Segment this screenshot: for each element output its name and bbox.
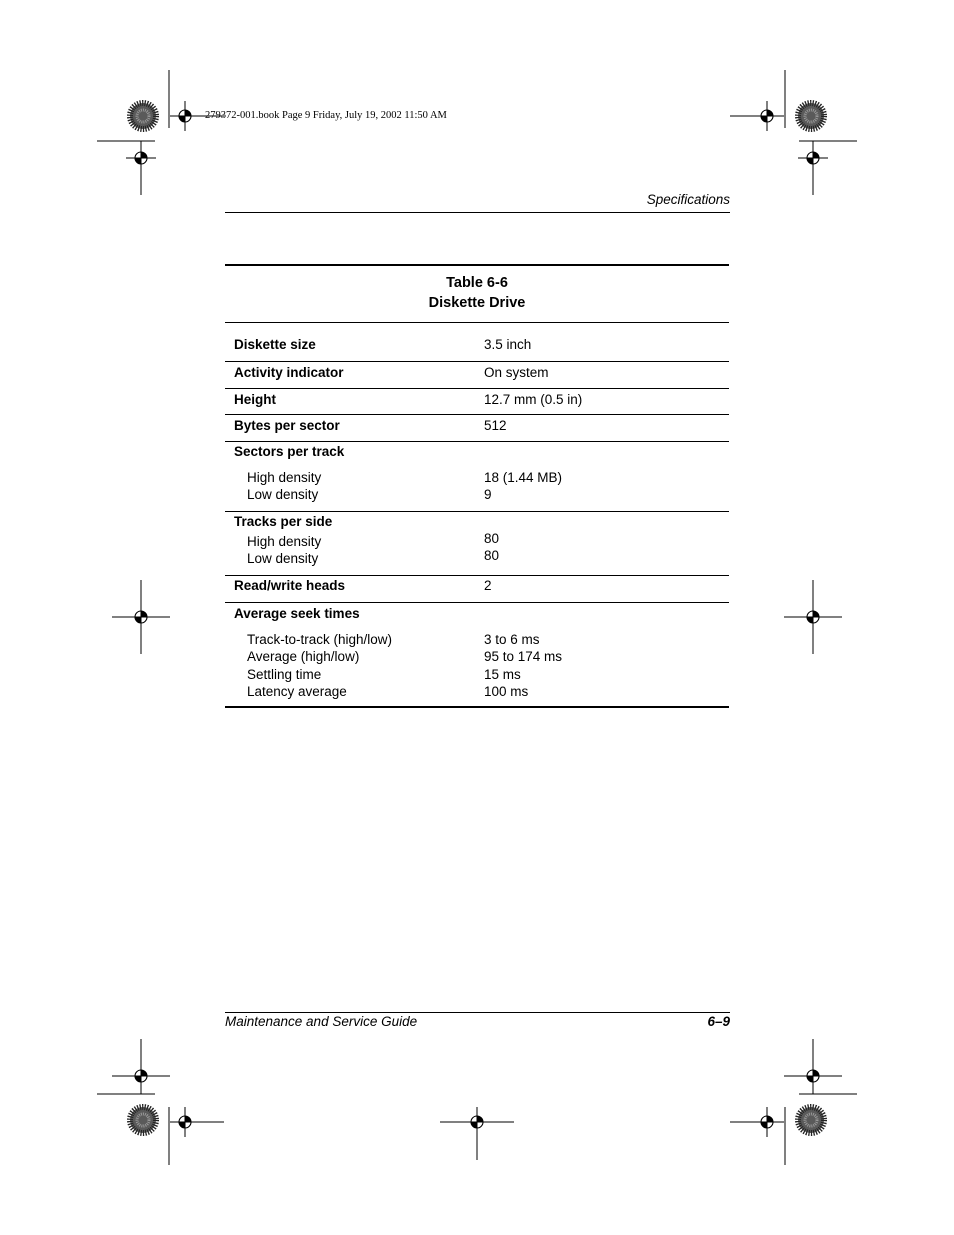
starburst-icon xyxy=(130,1107,156,1133)
sublabel: Track-to-track (high/low) xyxy=(247,632,393,647)
row-label: Average seek times xyxy=(234,606,360,621)
row-label: Tracks per side xyxy=(234,514,333,529)
row-label: Bytes per sector xyxy=(234,418,340,433)
footer-rule xyxy=(225,1012,730,1013)
row-label: Diskette size xyxy=(234,337,316,352)
row-values xyxy=(484,530,499,564)
subvalue: 95 to 174 ms xyxy=(484,649,563,665)
subvalue: 15 ms xyxy=(484,666,521,682)
row-values xyxy=(484,631,562,700)
table-number: Table 6-6 xyxy=(446,275,508,291)
row-label: Activity indicator xyxy=(234,365,344,380)
starburst-icon xyxy=(130,103,156,129)
subvalue: 100 ms xyxy=(484,683,529,699)
row-value: 512 xyxy=(484,418,507,433)
row-value: 12.7 mm (0.5 in) xyxy=(484,392,583,407)
row-value: On system xyxy=(484,365,549,380)
sublabel: High density xyxy=(247,470,322,485)
table-row xyxy=(225,389,729,415)
row-value: 3.5 inch xyxy=(484,337,532,352)
subvalue: 80 xyxy=(484,548,500,563)
row-value: 2 xyxy=(484,578,492,593)
starburst-icon xyxy=(798,1107,824,1133)
row-sublabels xyxy=(247,533,321,568)
header-rule xyxy=(225,212,730,213)
row-label: Sectors per track xyxy=(234,444,345,459)
subvalue: 80 xyxy=(484,531,500,546)
sublabel: Average (high/low) xyxy=(247,649,360,665)
table-row xyxy=(225,576,729,603)
table-title: Diskette Drive xyxy=(428,294,526,311)
running-head: Specifications xyxy=(646,192,730,207)
subvalue: 3 to 6 ms xyxy=(484,632,540,647)
row-label: Read/write heads xyxy=(234,578,346,593)
sublabel: Latency average xyxy=(247,683,347,699)
sublabel: Low density xyxy=(247,551,319,567)
row-label: Height xyxy=(234,392,276,407)
subvalue: 9 xyxy=(484,487,492,503)
sublabel: Settling time xyxy=(247,666,322,682)
table-row xyxy=(225,442,729,512)
sublabel: Low density xyxy=(247,487,319,503)
table-caption xyxy=(225,266,729,323)
row-sublabels xyxy=(247,469,321,504)
table-row xyxy=(225,323,729,362)
sublabel: High density xyxy=(247,534,322,549)
starburst-icon xyxy=(798,103,824,129)
table-row xyxy=(225,415,729,442)
table-row xyxy=(225,362,729,389)
slug-line: 279372-001.book Page 9 Friday, July 19, 2002 11:50 AM xyxy=(205,110,447,121)
table-row xyxy=(225,603,729,706)
page-number: 6–9 xyxy=(707,1014,730,1029)
row-sublabels xyxy=(247,631,392,700)
diskette-drive-table xyxy=(225,264,729,708)
table-row xyxy=(225,512,729,576)
footer-guide-title: Maintenance and Service Guide xyxy=(225,1014,418,1029)
row-values xyxy=(484,469,562,504)
subvalue: 18 (1.44 MB) xyxy=(484,470,563,485)
